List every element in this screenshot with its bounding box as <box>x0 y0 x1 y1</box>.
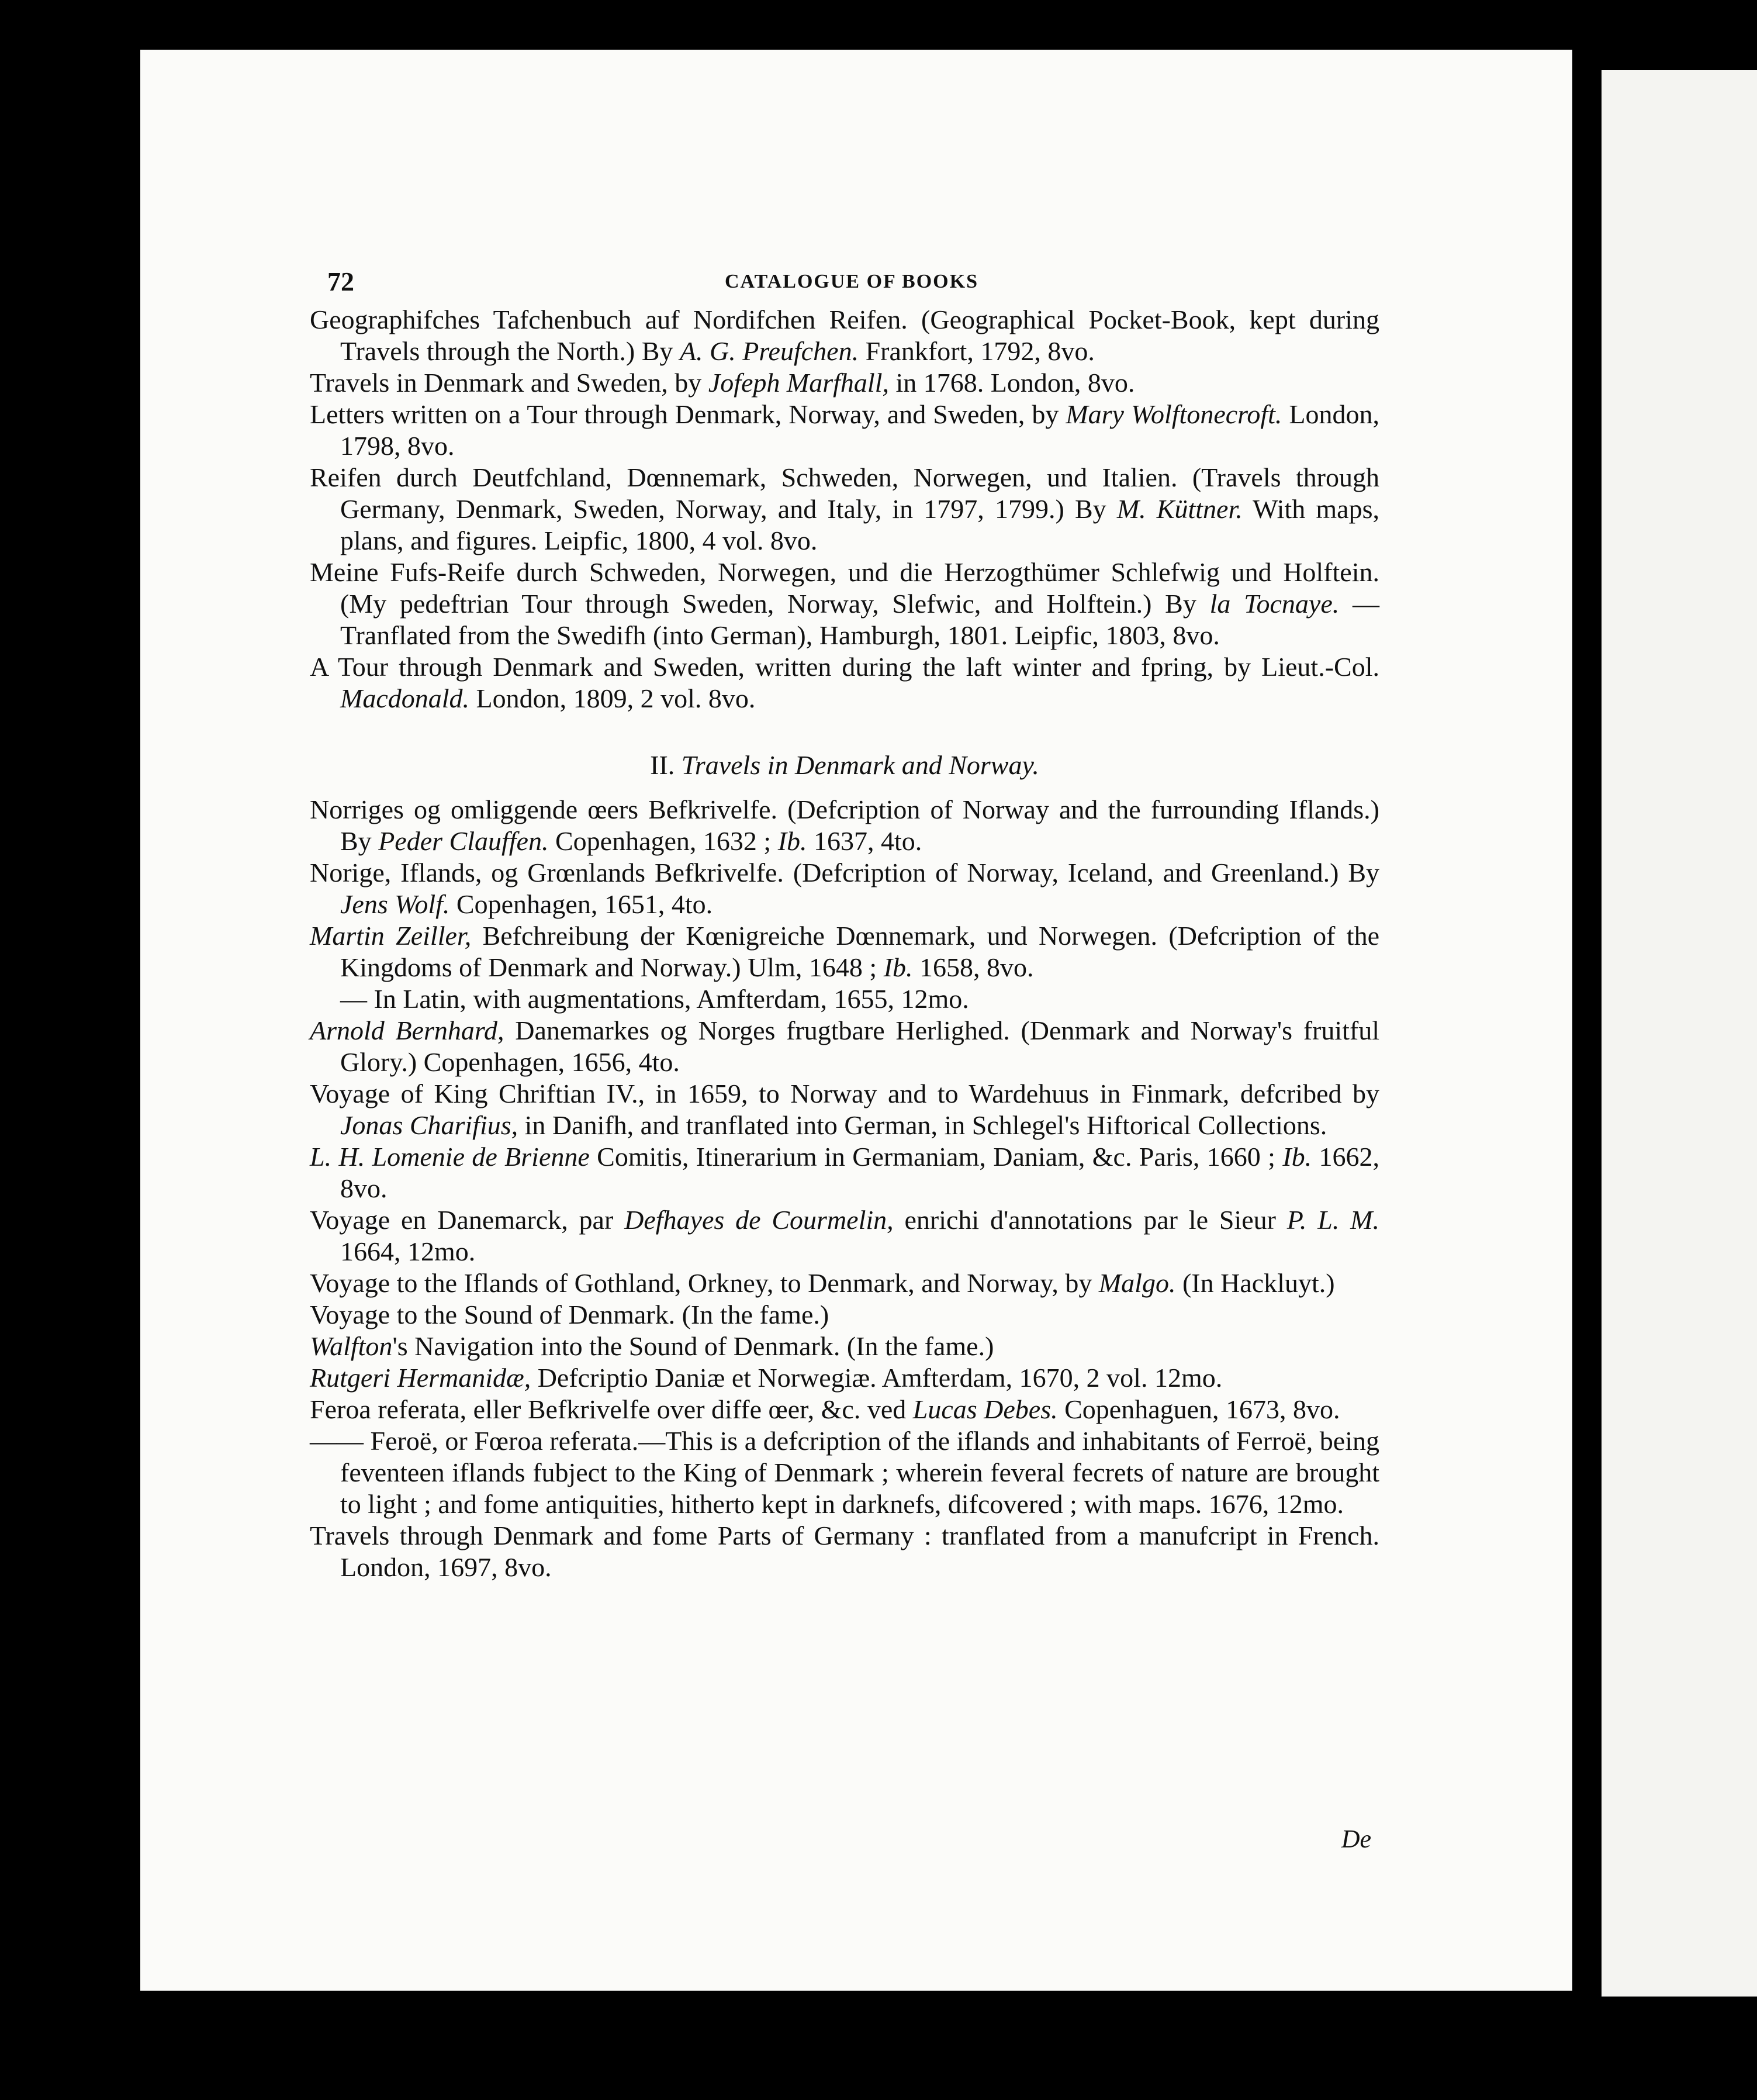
catalogue-entry <box>310 1394 1379 1425</box>
catalogue-entry <box>310 1015 1379 1078</box>
entry-text: enrichi d'annotations par le Sieur <box>893 1205 1287 1235</box>
entry-text: in 1768. London, 8vo. <box>889 368 1135 398</box>
catalogue-entry <box>310 1299 1379 1331</box>
entry-italic-text: Jonas Charifius, <box>340 1110 518 1140</box>
entry-text: Feroa referata, eller Befkrivelfe over diffe œer, &c. ved <box>310 1394 913 1424</box>
entry-text: in Danifh, and tranflated into German, in Schlegel's Hiftorical Collections. <box>518 1110 1327 1140</box>
catalogue-text <box>310 304 1379 1583</box>
entry-italic-text: Martin Zeiller, <box>310 921 472 951</box>
catalogue-entry <box>310 651 1379 714</box>
entry-italic-text: P. L. M. <box>1286 1205 1380 1235</box>
entry-text: Meine Fufs-Reife durch Schweden, Norwegen, und die Herzogthümer Schlefwig und Holftein. (My pedeftrian Tour through Sweden, Norway, Slefwic, and Holftein.) By <box>310 557 1379 619</box>
entry-text: 's Navigation into the Sound of Denmark. (In the fame.) <box>392 1331 994 1361</box>
entry-text: Copenhaguen, 1673, 8vo. <box>1057 1394 1340 1424</box>
entry-text: Copenhagen, 1651, 4to. <box>449 889 713 919</box>
entry-italic-text: Ib. <box>1282 1142 1312 1172</box>
entry-italic-text: A. G. Preufchen. <box>679 336 859 366</box>
entry-text: Danemarkes og Norges frugtbare Herlighed. (Denmark and Norway's fruitful Glory.) Copenhagen, 1656, 4to. <box>340 1016 1379 1077</box>
section-number: II. <box>650 750 675 780</box>
entry-italic-text: Arnold Bernhard, <box>310 1016 504 1045</box>
catalogue-entry <box>310 399 1379 462</box>
entry-italic-text: Rutgeri Hermanidæ, <box>310 1363 531 1393</box>
catalogue-entry <box>310 462 1379 557</box>
section-heading <box>310 749 1379 781</box>
entry-italic-text: L. H. Lomenie de Brienne <box>310 1142 590 1172</box>
running-head: CATALOGUE OF BOOKS <box>725 271 978 292</box>
entry-text: — Tranflated from the Swedifh (into German), Hamburgh, 1801. Leipfic, 1803, 8vo. <box>340 589 1379 650</box>
entry-text: A Tour through Denmark and Sweden, written during the laft winter and fpring, by Lieut.-Col. <box>310 652 1379 682</box>
entry-text: Geographifches Tafchenbuch auf Nordifchen Reifen. (Geographical Pocket-Book, kept during Travels through the North.) By <box>310 305 1379 366</box>
entry-text: Norriges og omliggende œers Befkrivelfe. (Defcription of Norway and the furrounding Iflands.) By <box>310 795 1379 856</box>
entry-text: Letters written on a Tour through Denmark, Norway, and Sweden, by <box>310 399 1066 429</box>
entry-text: Norige, Iflands, og Grœnlands Befkrivelfe. (Defcription of Norway, Iceland, and Greenland.) By <box>310 858 1379 887</box>
entry-italic-text: Defhayes de Courmelin, <box>624 1205 894 1235</box>
catalogue-subentry: — In Latin, with augmentations, Amfterdam, 1655, 12mo. <box>340 984 969 1014</box>
entry-italic-text: Walfton <box>310 1331 393 1361</box>
entry-italic-text: Lucas Debes. <box>912 1394 1058 1424</box>
catalogue-entry <box>310 794 1379 857</box>
catalogue-entry <box>310 1141 1379 1204</box>
catalogue-entry <box>310 857 1379 920</box>
entry-text: Voyage to the Sound of Denmark. (In the fame.) <box>310 1300 829 1329</box>
catalogue-entry <box>310 1331 1379 1362</box>
entry-text: Voyage to the Iflands of Gothland, Orkney, to Denmark, and Norway, by <box>310 1268 1099 1298</box>
entry-text: Comitis, Itinerarium in Germaniam, Daniam, &c. Paris, 1660 ; <box>589 1142 1283 1172</box>
entry-italic-text: Mary Wolftonecroft. <box>1066 399 1282 429</box>
entry-text: Travels through Denmark and fome Parts of Germany : tranflated from a manufcript in French. London, 1697, 8vo. <box>310 1521 1379 1582</box>
entry-italic-text: Ib. <box>777 826 807 856</box>
entry-italic-text: Macdonald. <box>340 683 470 713</box>
entry-text: Voyage en Danemarck, par <box>310 1205 625 1235</box>
catalogue-entry <box>310 1362 1379 1394</box>
entry-text: Defcriptio Daniæ et Norwegiæ. Amfterdam, 1670, 2 vol. 12mo. <box>531 1363 1223 1393</box>
page-number: 72 <box>327 267 354 296</box>
entry-text: London, 1809, 2 vol. 8vo. <box>469 683 756 713</box>
entry-text: —— Feroë, or Fœroa referata.—This is a defcription of the iflands and inhabitants of Ferroë, being feventeen iflands fubject to the King of Denmark ; wherein feveral fecrets of nature are brought to light ; and fome antiquities, hitherto kept in darknefs, difcovered ; with maps. 1676, 12mo. <box>310 1426 1379 1519</box>
entry-italic-text: Ib. <box>883 952 913 982</box>
entry-italic-text: Malgo. <box>1098 1268 1176 1298</box>
entries-after <box>310 794 1379 1583</box>
entry-text: 1637, 4to. <box>807 826 922 856</box>
catalogue-entry <box>310 1267 1379 1299</box>
catalogue-entry <box>310 1078 1379 1141</box>
entry-italic-text: Jofeph Marfhall, <box>708 368 889 398</box>
catalogue-entry <box>310 1520 1379 1583</box>
catalogue-entry <box>310 304 1379 367</box>
catalogue-entry <box>310 367 1379 399</box>
entry-text: Copenhagen, 1632 ; <box>548 826 778 856</box>
adjacent-page-edge <box>1602 70 1757 1997</box>
catalogue-entry <box>310 1204 1379 1267</box>
entry-text: Reifen durch Deutfchland, Dœnnemark, Schweden, Norwegen, und Italien. (Travels through Germany, Denmark, Sweden, Norway, and Italy, in 1797, 1799.) By <box>310 462 1379 524</box>
catchword: De <box>1341 1825 1371 1853</box>
entry-italic-text: M. Küttner. <box>1116 494 1243 524</box>
entry-text: (In Hackluyt.) <box>1175 1268 1335 1298</box>
entry-text: Frankfort, 1792, 8vo. <box>859 336 1095 366</box>
entry-text: 1662, 8vo. <box>340 1142 1379 1203</box>
entry-italic-text: Peder Clauffen. <box>378 826 549 856</box>
entry-text: 1664, 12mo. <box>340 1236 476 1266</box>
entry-text: With maps, plans, and figures. Leipfic, 1800, 4 vol. 8vo. <box>340 494 1380 555</box>
entry-text: 1658, 8vo. <box>912 952 1034 982</box>
catalogue-entry <box>310 1425 1379 1520</box>
entries-before <box>310 304 1379 714</box>
page-header <box>327 266 1438 301</box>
catalogue-entry <box>310 557 1379 651</box>
entry-text: Befchreibung der Kœnigreiche Dœnnemark, und Norwegen. (Defcription of the Kingdoms of Denmark and Norway.) Ulm, 1648 ; <box>340 921 1380 982</box>
entry-italic-text: la Tocnaye. <box>1209 589 1340 619</box>
entry-text: Voyage of King Chriftian IV., in 1659, to Norway and to Wardehuus in Finmark, defcribed by <box>310 1079 1379 1108</box>
catalogue-entry <box>310 920 1379 983</box>
section-title: Travels in Denmark and Norway. <box>681 750 1039 780</box>
entry-italic-text: Jens Wolf. <box>340 889 450 919</box>
entry-text: London, 1798, 8vo. <box>340 399 1379 461</box>
entry-text: Travels in Denmark and Sweden, by <box>310 368 708 398</box>
